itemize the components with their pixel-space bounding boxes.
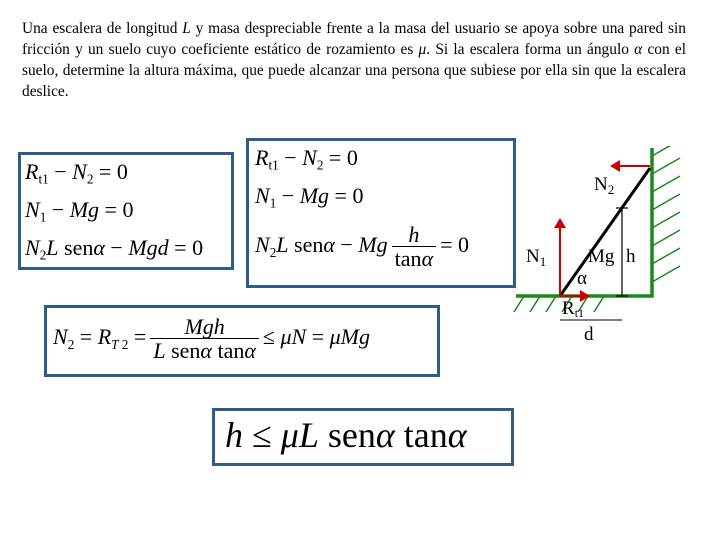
label-Rt1: Rt1 [562, 298, 585, 320]
box2-equation-1: $R_{t1} - N_2 = 0$ [255, 145, 358, 173]
ladder-diagram [510, 146, 710, 346]
statement-part-1: Una escalera de longitud [22, 20, 183, 37]
box1-equation-1: $R_{t1} - N_2 = 0$ [25, 159, 128, 187]
problem-statement [22, 18, 686, 102]
N2-force-arrow [610, 160, 650, 172]
label-N1: $N_1$ [526, 246, 547, 269]
box2-equation-2: $N_1 - Mg = 0$ [255, 183, 364, 211]
h-over-tan-fraction: $\frac{h}{\tan\alpha}$ [392, 223, 436, 271]
statement-part-2: y masa despreciable frente a la masa del usuario se apoya sobre una pared sin fricción y un suelo cuyo coeficiente estático de rozamiento es [22, 20, 686, 58]
equilibrium-equations-box-1 [18, 152, 234, 270]
symbol-mu: μ [418, 41, 427, 58]
box1-equation-3: $N_2L$ senα − Mgd = 0 [25, 235, 204, 263]
label-h: h [626, 246, 636, 267]
label-Mg: Mg [588, 246, 615, 267]
friction-inequality-box [44, 305, 440, 377]
symbol-L: L [182, 20, 191, 37]
N1-force-arrow [554, 218, 566, 296]
wall-hatching [652, 146, 680, 282]
label-d: d [584, 324, 594, 345]
statement-part-3: . Si la escalera forma un ángulo [426, 41, 635, 58]
box1-equation-2: $N_1 - Mg = 0$ [25, 197, 134, 225]
equilibrium-equations-box-2 [246, 138, 516, 288]
result-box [212, 408, 514, 466]
statement-part-4: con el suelo, determine la altura máxima, que puede alcanzar una persona que subiese por ella sin que la escalera deslice. [22, 41, 686, 100]
friction-inequality: $N_2 = R_{T 2}$ = $\frac{\text{Mgh}}{\text{L senα tanα}}$ ≤ μN = μMg [53, 314, 370, 364]
label-N2: $N_2$ [594, 174, 615, 197]
mgh-fraction: $\frac{\text{Mgh}}{\text{L senα tanα}}$ [150, 315, 259, 363]
label-alpha: α [577, 268, 587, 289]
result-equation: h ≤ μL senα tanα [225, 415, 467, 455]
symbol-alpha: α [634, 41, 643, 58]
floor-hatching [514, 296, 604, 312]
box2-equation-3: $N_2L$ senα − Mg $\frac{h}{\tan\alpha}$ = 0 [255, 222, 470, 272]
